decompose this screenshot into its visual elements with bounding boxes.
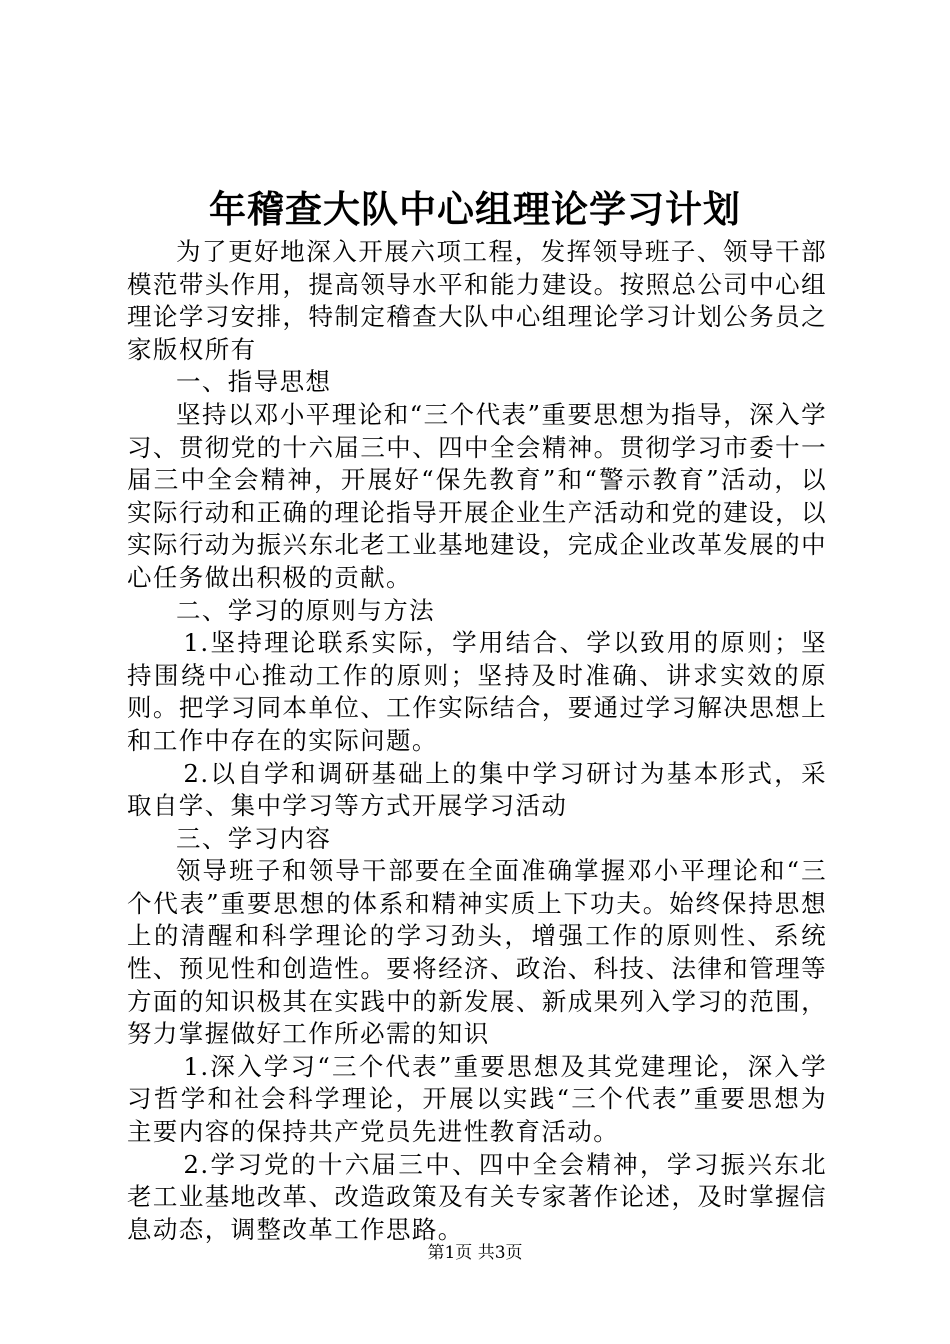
intro-paragraph: 为了更好地深入开展六项工程，发挥领导班子、领导干部模范带头作用，提高领导水平和能力建设。按照总公司中心组理论学习安排，特制定稽查大队中心组理论学习计划公务员之家版权所有 [127, 237, 827, 364]
section-heading-guiding-thought: 一、指导思想 [176, 367, 332, 397]
content-item-2: 2.学习党的十六届三中、四中全会精神，学习振兴东北老工业基地改革、改造政策及有关专家著作论述，及时掌握信息动态，调整改革工作思路。 [127, 1149, 827, 1244]
guiding-thought-paragraph: 坚持以邓小平理论和“三个代表”重要思想为指导，深入学习、贯彻党的十六届三中、四中全会精神。贯彻学习市委十一届三中全会精神，开展好“保先教育”和“警示教育”活动，以实际行动和正确的理论指导开展企业生产活动和党的建设，以实际行动为振兴东北老工业基地建设，完成企业改革发展的中心任务做出积极的贡献。 [127, 399, 827, 592]
section-heading-content: 三、学习内容 [176, 823, 332, 853]
page-number: 第1页 共3页 [427, 1243, 523, 1263]
document-title: 年稽查大队中心组理论学习计划 [209, 187, 741, 231]
section-heading-principles: 二、学习的原则与方法 [176, 595, 435, 625]
document-body [127, 236, 827, 1246]
principle-item-1: 1.坚持理论联系实际，学用结合、学以致用的原则；坚持围绕中心推动工作的原则；坚持及时准确、讲求实效的原则。把学习同本单位、工作实际结合，要通过学习解决思想上和工作中存在的实际问题。 [127, 628, 827, 755]
content-paragraph: 领导班子和领导干部要在全面准确掌握邓小平理论和“三个代表”重要思想的体系和精神实质上下功夫。始终保持思想上的清醒和科学理论的学习劲头，增强工作的原则性、系统性、预见性和创造性。要将经济、政治、科技、法律和管理等方面的知识极其在实践中的新发展、新成果列入学习的范围，努力掌握做好工作所必需的知识 [127, 856, 827, 1049]
content-item-1: 1.深入学习“三个代表”重要思想及其党建理论，深入学习哲学和社会科学理论，开展以实践“三个代表”重要思想为主要内容的保持共产党员先进性教育活动。 [127, 1051, 827, 1147]
principle-item-2: 2.以自学和调研基础上的集中学习研讨为基本形式，采取自学、集中学习等方式开展学习活动 [127, 758, 827, 821]
